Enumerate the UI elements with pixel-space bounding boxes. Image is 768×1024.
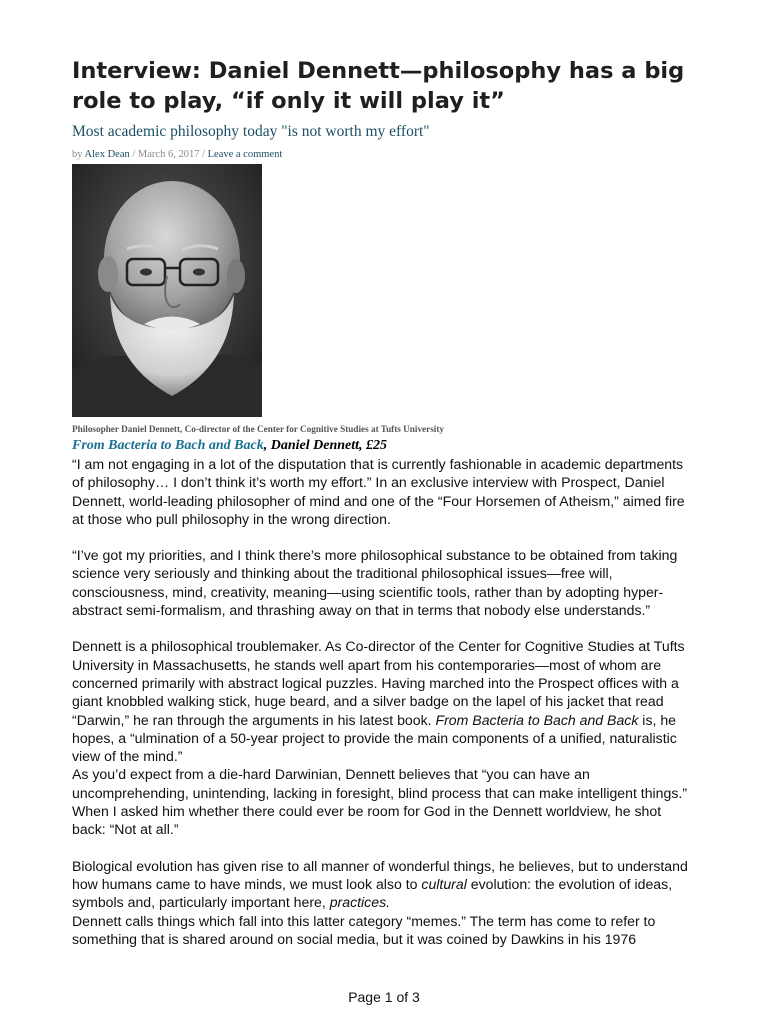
article-subtitle: Most academic philosophy today "is not worth my effort" xyxy=(72,123,430,140)
leave-comment-link[interactable]: Leave a comment xyxy=(207,149,283,160)
paragraph-5-text-a: Biological evolution has given rise to all manner of wonderful things, he believes, but to understand how humans came to have minds, we must look also to xyxy=(72,857,688,892)
byline-separator: / xyxy=(129,149,138,160)
book-author-price: , Daniel Dennett, £25 xyxy=(263,438,388,453)
paragraph-3-text-a: Dennett is a philosophical troublemaker. As Co-director of the Center for Cognitive Studies at Tufts University in Massachusetts, he stands well apart from his contemporaries—most of whom are concerned primarily with abstract logical puzzles. Having marched into the Prospect offices with a giant knobbled walking stick, huge beard, and a silver badge on the lapel of his jacket that read “Darwin,” he ran through the arguments in his latest book. xyxy=(72,638,685,728)
author-link[interactable]: Alex Dean xyxy=(84,149,130,160)
book-reference xyxy=(72,437,698,455)
byline-by: by xyxy=(72,149,85,160)
paragraph-gap xyxy=(72,839,698,857)
paragraph-gap xyxy=(72,619,698,637)
byline xyxy=(72,148,698,162)
article xyxy=(72,56,698,948)
byline-separator: / xyxy=(199,149,208,160)
page-number: Page 1 of 3 xyxy=(348,989,420,1005)
paragraph-2: “I’ve got my priorities, and I think there’s more philosophical substance to be obtained from taking science very seriously and thinking about the traditional philosophical issues—free will, consciousness, mind, creativity, meaning—using scientific tools, rather than by adopting hyper-abstract semi-formalism, and thrashing away on that in terms that nobody else understands.” xyxy=(72,547,678,619)
publish-date: March 6, 2017 xyxy=(137,149,200,160)
paragraph-5-text-b: evolution: the evolution of ideas, symbols and, particularly important here, xyxy=(72,875,673,911)
paragraph-5-italic-practices: practices. xyxy=(329,894,391,911)
paragraph-6: Dennett calls things which fall into this latter category “memes.” The term has come to refer to something that is shared around on social media, but it was coined by Dawkins in his 1976 xyxy=(72,912,656,947)
paragraph-5-italic-cultural: cultural xyxy=(421,875,467,892)
paragraph-4: As you’d expect from a die-hard Darwinian, Dennett believes that “you can have an uncomprehending, unintending, lacking in foresight, blind process that can make intelligent things.” When I asked him whether there could ever be room for God in the Dennett worldview, he shot back: “Not at all.” xyxy=(72,766,688,838)
article-title: Interview: Daniel Dennett—philosophy has a big role to play, “if only it will play it” xyxy=(72,58,685,114)
paragraph-5 xyxy=(72,857,698,912)
paragraph-gap xyxy=(72,528,698,546)
portrait-photo xyxy=(72,164,262,417)
paragraph-3-text-b: is, he hopes, a “ulmination of a 50-year project to provide the main components of a unified, naturalistic view of the mind.” xyxy=(72,711,677,765)
book-title-link[interactable]: From Bacteria to Bach and Back xyxy=(72,438,264,453)
paragraph-3 xyxy=(72,637,698,765)
paragraph-3-book-title: From Bacteria to Bach and Back xyxy=(435,711,639,728)
image-caption: Philosopher Daniel Dennett, Co-director of the Center for Cognitive Studies at Tufts University xyxy=(72,424,444,434)
paragraph-1: “I am not engaging in a lot of the disputation that is currently fashionable in academic departments of philosophy… I don’t think it’s worth my effort.” In an exclusive interview with Prospect, Daniel Dennett, world-leading philosopher of mind and one of the “Four Horsemen of Atheism,” aimed fire at those who pull philosophy in the wrong direction. xyxy=(72,456,685,527)
